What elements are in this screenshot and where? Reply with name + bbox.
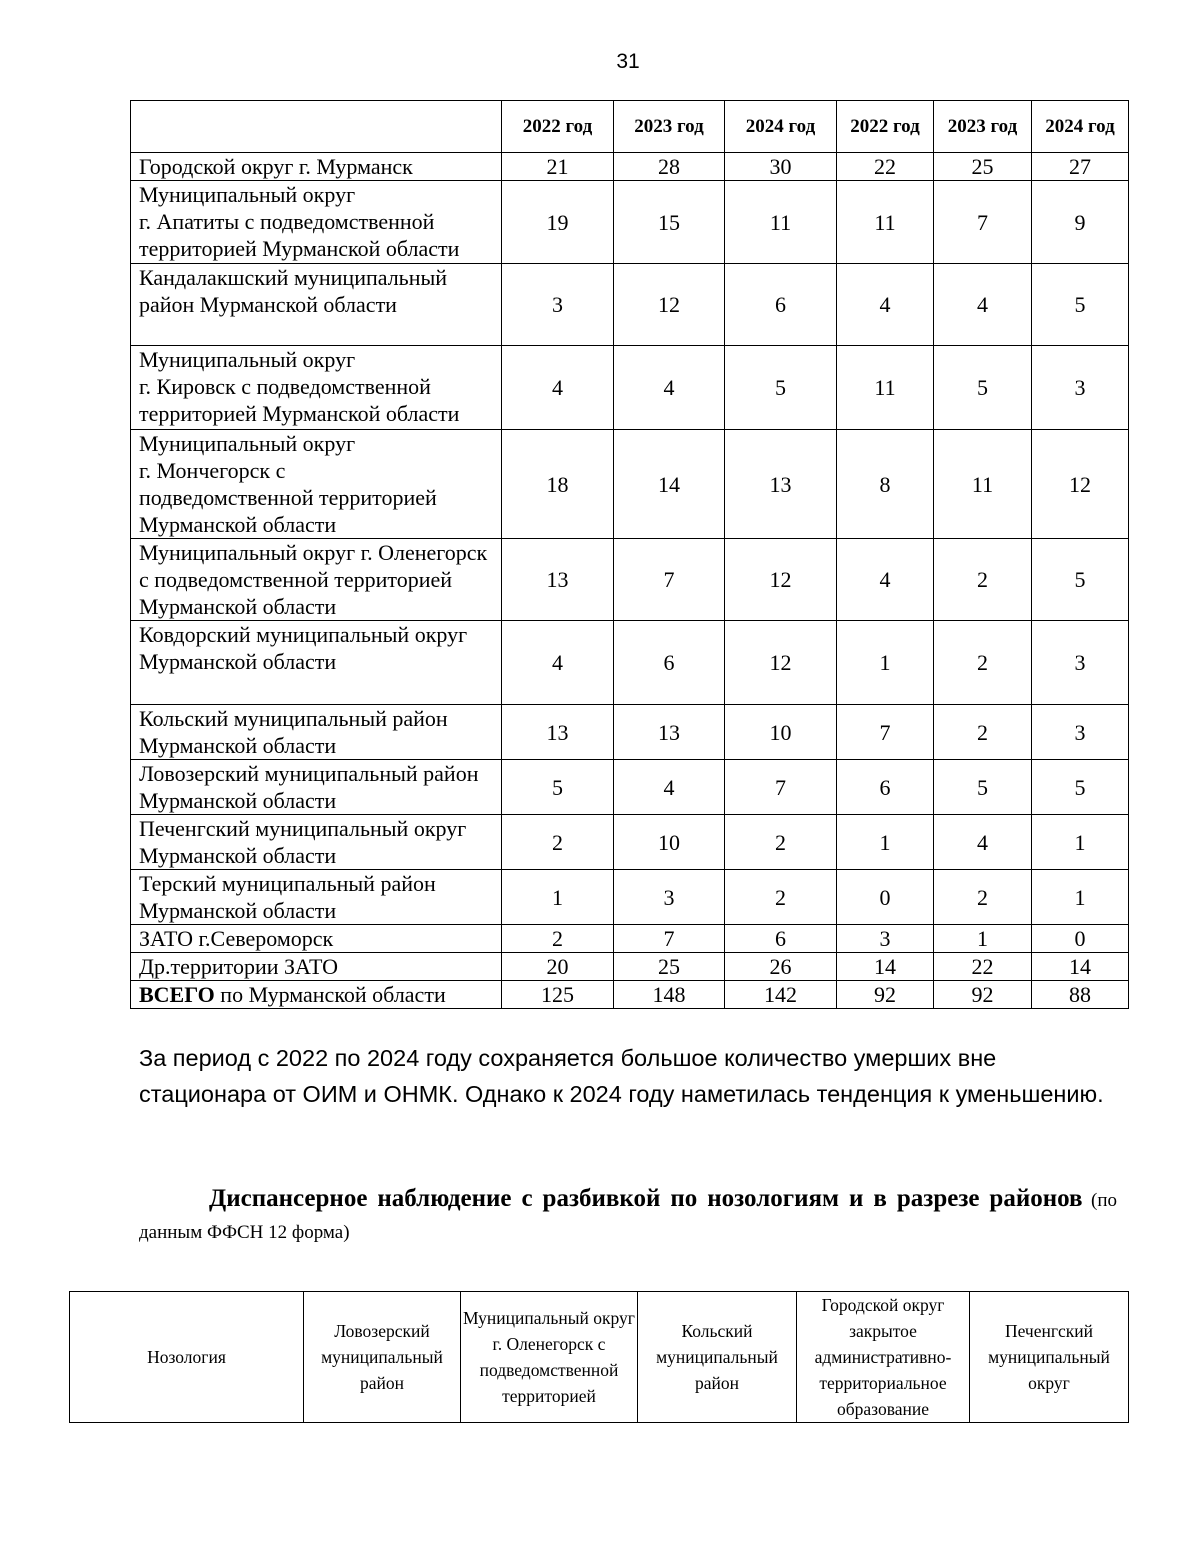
value-cell: 2 [725, 870, 837, 925]
value-cell: 5 [502, 760, 614, 815]
value-cell: 6 [725, 264, 837, 346]
value-cell: 6 [725, 925, 837, 953]
table-row [131, 925, 1129, 953]
value-cell: 10 [614, 815, 725, 870]
value-cell: 18 [502, 430, 614, 539]
body-paragraph: За период с 2022 по 2024 году сохраняется большое количество умерших вне стационара от ОИМ и ОНМК. Однако к 2024 году наметилась тенденция к уменьшению. [139, 1045, 1104, 1107]
value-cell: 1 [1032, 815, 1129, 870]
header-cell: 2023 год [934, 101, 1032, 153]
value-cell: 5 [1032, 760, 1129, 815]
value-cell: 27 [1032, 153, 1129, 181]
row-name: Муниципальный округ г. Оленегорск с подведомственной территорией Мурманской области [131, 539, 502, 621]
total-label-bold: ВСЕГО [139, 982, 215, 1007]
value-cell: 12 [1032, 430, 1129, 539]
value-cell: 6 [837, 760, 934, 815]
value-cell: 7 [934, 181, 1032, 264]
total-value-cell: 92 [837, 981, 934, 1009]
value-cell: 26 [725, 953, 837, 981]
value-cell: 7 [725, 760, 837, 815]
row-name: Терский муниципальный район Мурманской области [131, 870, 502, 925]
header-cell: Городской округ закрытое административно-территориальное образование [797, 1292, 970, 1423]
value-cell: 4 [934, 264, 1032, 346]
row-name: Ловозерский муниципальный район Мурманской области [131, 760, 502, 815]
value-cell: 1 [502, 870, 614, 925]
value-cell: 30 [725, 153, 837, 181]
value-cell: 2 [934, 705, 1032, 760]
value-cell: 1 [837, 621, 934, 705]
value-cell: 5 [934, 760, 1032, 815]
value-cell: 25 [614, 953, 725, 981]
value-cell: 21 [502, 153, 614, 181]
value-cell: 2 [725, 815, 837, 870]
total-value-cell: 142 [725, 981, 837, 1009]
total-value-cell: 88 [1032, 981, 1129, 1009]
value-cell: 2 [934, 621, 1032, 705]
value-cell: 10 [725, 705, 837, 760]
row-name: Городской округ г. Мурманск [131, 153, 502, 181]
value-cell: 2 [934, 539, 1032, 621]
value-cell: 3 [1032, 621, 1129, 705]
value-cell: 4 [614, 346, 725, 430]
value-cell: 3 [1032, 346, 1129, 430]
value-cell: 3 [502, 264, 614, 346]
value-cell: 9 [1032, 181, 1129, 264]
row-name: Кольский муниципальный район Мурманской области [131, 705, 502, 760]
value-cell: 8 [837, 430, 934, 539]
page-number: 31 [616, 50, 640, 73]
value-cell: 7 [614, 539, 725, 621]
header-cell: Печенгский муниципальный округ [970, 1292, 1129, 1423]
value-cell: 25 [934, 153, 1032, 181]
table-row [131, 346, 1129, 430]
value-cell: 14 [1032, 953, 1129, 981]
value-cell: 15 [614, 181, 725, 264]
value-cell: 22 [934, 953, 1032, 981]
value-cell: 28 [614, 153, 725, 181]
value-cell: 14 [837, 953, 934, 981]
header-cell: 2024 год [725, 101, 837, 153]
value-cell: 2 [934, 870, 1032, 925]
value-cell: 0 [1032, 925, 1129, 953]
header-cell: Ловозерский муниципальный район [304, 1292, 461, 1423]
value-cell: 4 [837, 539, 934, 621]
total-value-cell: 148 [614, 981, 725, 1009]
table-header-row [70, 1292, 1129, 1423]
value-cell: 4 [837, 264, 934, 346]
row-name: Муниципальный округ г. Апатиты с подведомственной территорией Мурманской области [131, 181, 502, 264]
value-cell: 13 [614, 705, 725, 760]
table-row [131, 815, 1129, 870]
value-cell: 3 [614, 870, 725, 925]
header-cell: 2022 год [837, 101, 934, 153]
total-row [131, 981, 1129, 1009]
section-subtitle: (по данным ФФСН 12 форма) [139, 1190, 1117, 1243]
value-cell: 12 [614, 264, 725, 346]
header-cell: 2022 год [502, 101, 614, 153]
row-name: Муниципальный округ г. Кировск с подведомственной территорией Мурманской области [131, 346, 502, 430]
header-cell: Нозология [70, 1292, 304, 1423]
value-cell: 12 [725, 539, 837, 621]
header-cell: 2024 год [1032, 101, 1129, 153]
mortality-table [130, 100, 1129, 1009]
value-cell: 19 [502, 181, 614, 264]
value-cell: 5 [934, 346, 1032, 430]
table-row [131, 705, 1129, 760]
value-cell: 4 [502, 621, 614, 705]
table-row [131, 264, 1129, 346]
value-cell: 4 [614, 760, 725, 815]
row-name: Печенгский муниципальный округ Мурманской области [131, 815, 502, 870]
header-cell: Кольский муниципальный район [638, 1292, 797, 1423]
row-name: Кандалакшский муниципальный район Мурманской области [131, 264, 502, 346]
value-cell: 1 [934, 925, 1032, 953]
value-cell: 1 [1032, 870, 1129, 925]
value-cell: 22 [837, 153, 934, 181]
section-title-text: Диспансерное наблюдение с разбивкой по нозологиям и в разрезе районов [209, 1185, 1083, 1212]
value-cell: 11 [934, 430, 1032, 539]
value-cell: 3 [837, 925, 934, 953]
value-cell: 11 [725, 181, 837, 264]
value-cell: 0 [837, 870, 934, 925]
total-value-cell: 125 [502, 981, 614, 1009]
table-row [131, 621, 1129, 705]
table-row [131, 539, 1129, 621]
table-row [131, 430, 1129, 539]
value-cell: 4 [502, 346, 614, 430]
value-cell: 12 [725, 621, 837, 705]
value-cell: 14 [614, 430, 725, 539]
row-name: Др.территории ЗАТО [131, 953, 502, 981]
value-cell: 3 [1032, 705, 1129, 760]
table-header-row [131, 101, 1129, 153]
value-cell: 4 [934, 815, 1032, 870]
value-cell: 20 [502, 953, 614, 981]
value-cell: 13 [502, 539, 614, 621]
value-cell: 5 [725, 346, 837, 430]
table-row [131, 153, 1129, 181]
value-cell: 13 [502, 705, 614, 760]
value-cell: 6 [614, 621, 725, 705]
table-row [131, 760, 1129, 815]
value-cell: 5 [1032, 264, 1129, 346]
total-value-cell: 92 [934, 981, 1032, 1009]
total-label [131, 981, 502, 1009]
header-cell [131, 101, 502, 153]
table-row [131, 181, 1129, 264]
value-cell: 2 [502, 925, 614, 953]
value-cell: 1 [837, 815, 934, 870]
row-name: ЗАТО г.Североморск [131, 925, 502, 953]
row-name: Муниципальный округ г. Мончегорск с подведомственной территорией Мурманской области [131, 430, 502, 539]
header-cell: 2023 год [614, 101, 725, 153]
value-cell: 5 [1032, 539, 1129, 621]
header-cell: Муниципальный округ г. Оленегорск с подведомственной территорией [461, 1292, 638, 1423]
value-cell: 13 [725, 430, 837, 539]
row-name: Ковдорский муниципальный округ Мурманской области [131, 621, 502, 705]
value-cell: 7 [837, 705, 934, 760]
total-label-rest: по Мурманской области [214, 982, 446, 1007]
table-row [131, 953, 1129, 981]
table-row [131, 870, 1129, 925]
dispensary-table [69, 1291, 1129, 1423]
value-cell: 11 [837, 181, 934, 264]
value-cell: 2 [502, 815, 614, 870]
value-cell: 11 [837, 346, 934, 430]
value-cell: 7 [614, 925, 725, 953]
section-heading [139, 1184, 1117, 1248]
